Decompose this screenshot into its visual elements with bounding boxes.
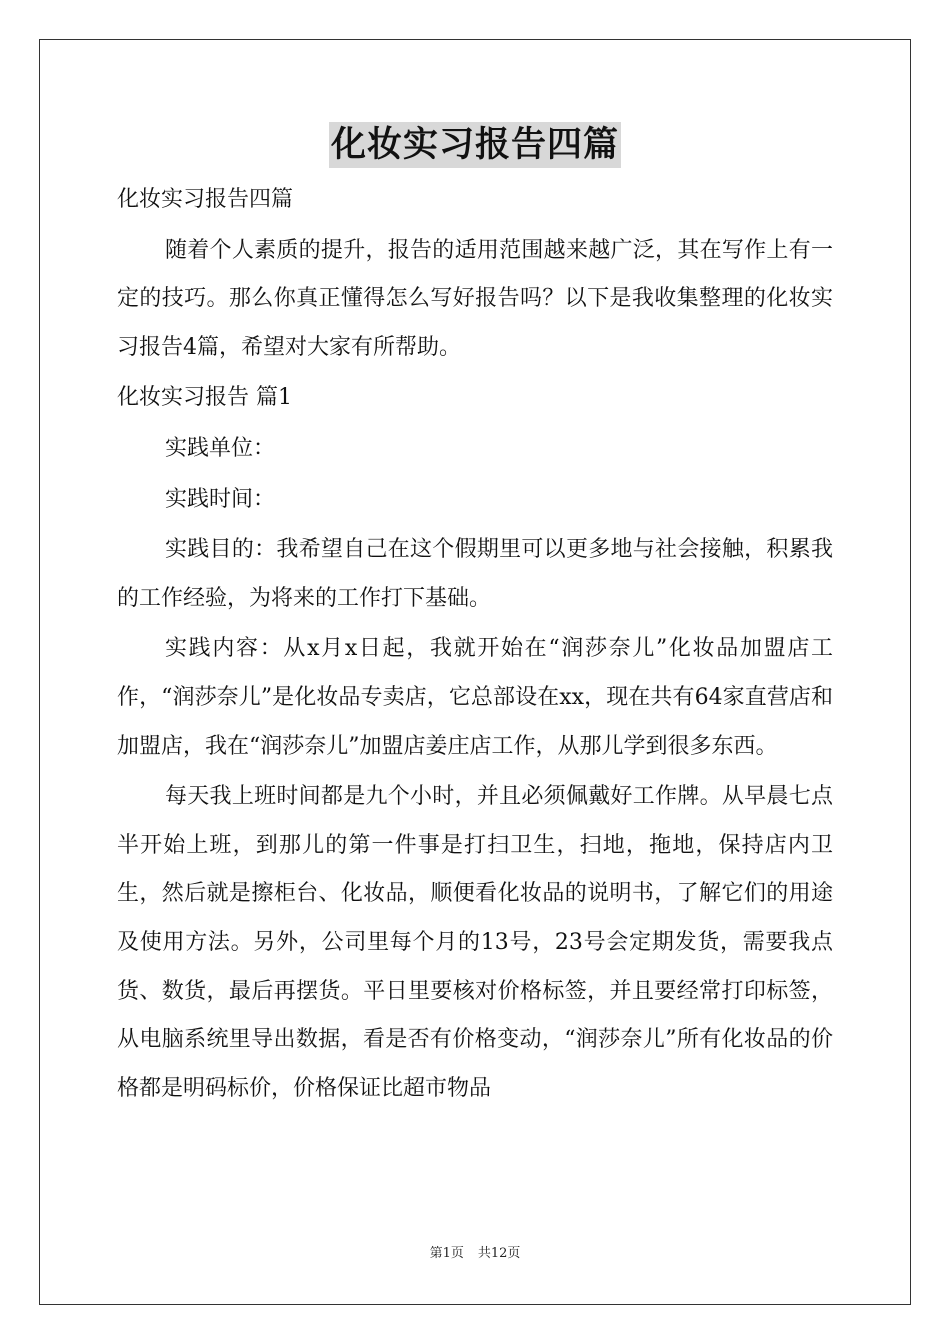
paragraph-daily-work: 每天我上班时间都是九个小时，并且必须佩戴好工作牌。从早晨七点半开始上班，到那儿的第一件事是打扫卫生，扫地，拖地，保持店内卫生，然后就是擦柜台、化妆品，顺便看化妆品的说明书，了解它们的用途及使用方法。另外，公司里每个月的13号，23号会定期发货，需要我点货、数货，最后再摆货。平日里要核对价格标签，并且要经常打印标签，从电脑系统里导出数据，看是否有价格变动，“润莎奈儿”所有化妆品的价格都是明码标价，价格保证比超市物品 bbox=[117, 784, 833, 1101]
paragraph-intro: 随着个人素质的提升，报告的适用范围越来越广泛，其在写作上有一定的技巧。那么你真正懂得怎么写好报告吗？以下是我收集整理的化妆实习报告4篇，希望对大家有所帮助。 bbox=[117, 237, 833, 360]
paragraph-practice-time: 实践时间： bbox=[165, 486, 276, 512]
document-title: 化妆实习报告四篇 bbox=[329, 122, 621, 168]
paragraph-practice-content: 实践内容：从x月x日起，我就开始在“润莎奈儿”化妆品加盟店工作，“润莎奈儿”是化妆品专卖店，它总部设在xx，现在共有64家直营店和加盟店，我在“润莎奈儿”加盟店姜庄店工作，从那儿学到很多东西。 bbox=[117, 636, 833, 759]
page-number: 第1页 bbox=[429, 1246, 464, 1261]
page-footer bbox=[0, 1245, 950, 1263]
paragraph-subtitle: 化妆实习报告四篇 bbox=[117, 187, 294, 212]
paragraph-practice-unit: 实践单位： bbox=[165, 435, 276, 461]
page-total: 共12页 bbox=[477, 1246, 521, 1261]
title-container bbox=[0, 122, 950, 168]
paragraph-practice-purpose: 实践目的：我希望自己在这个假期里可以更多地与社会接触，积累我的工作经验，为将来的工作打下基础。 bbox=[117, 537, 833, 611]
document-body bbox=[117, 176, 833, 1115]
paragraph-section-heading: 化妆实习报告 篇1 bbox=[117, 385, 292, 411]
